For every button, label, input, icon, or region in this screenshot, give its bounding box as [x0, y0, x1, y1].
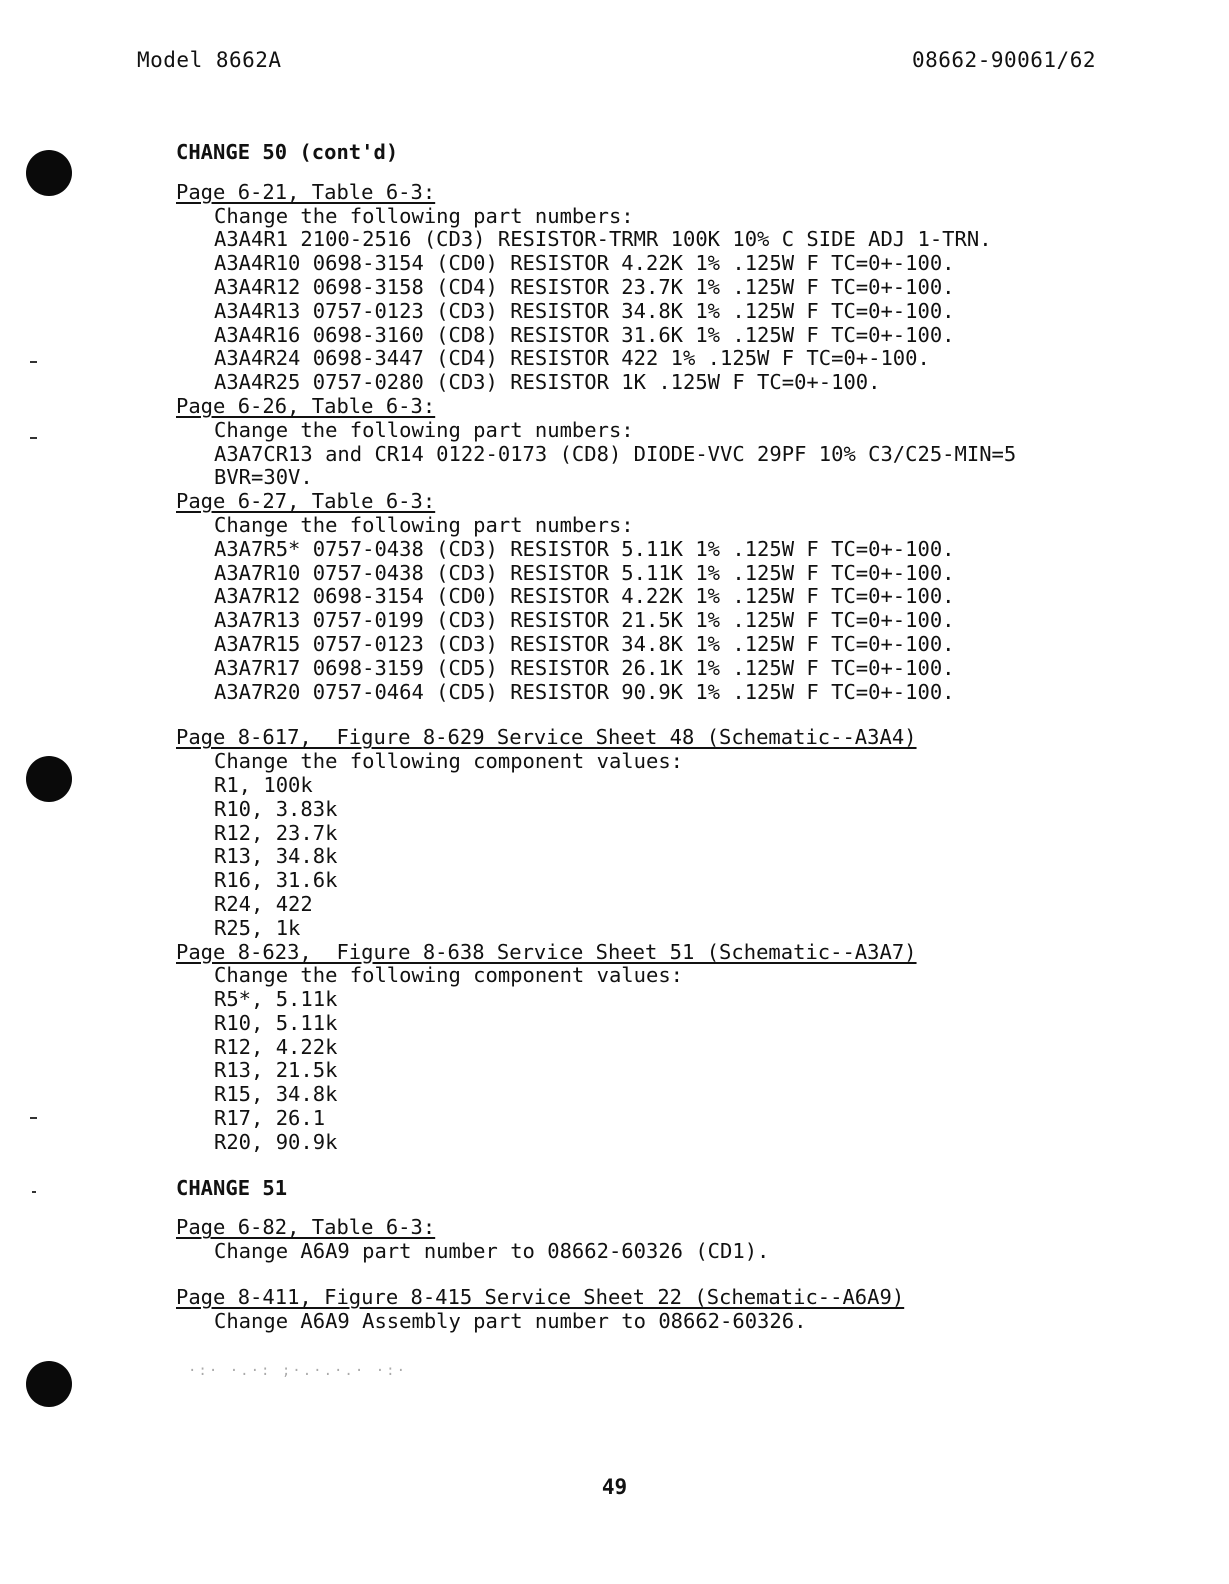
section-line: A3A4R10 0698-3154 (CD0) RESISTOR 4.22K 1% .125W F TC=0+-100. [214, 251, 955, 276]
section-line: Change the following part numbers: [214, 203, 634, 228]
model-label: Model 8662A [137, 48, 282, 72]
section-line: BVR=30V. [214, 465, 313, 490]
section-line: Change the following part numbers: [214, 417, 634, 442]
section-line: R13, 34.8k [214, 844, 338, 869]
document-number: 08662-90061/62 [911, 48, 1096, 72]
scan-smudge: ·:· ·.·: ;·.·.·.· ·:· [188, 1363, 408, 1379]
section-line: R24, 422 [214, 891, 313, 916]
section-ref: Page 6-21, Table 6-3: [176, 179, 436, 204]
section-ref: Page 8-411, Figure 8-415 Service Sheet 22 (Schematic--A6A9) [176, 1285, 905, 1310]
margin-mark [30, 361, 37, 363]
section-line: A3A7R10 0757-0438 (CD3) RESISTOR 5.11K 1% .125W F TC=0+-100. [214, 560, 955, 585]
section-line: A3A4R12 0698-3158 (CD4) RESISTOR 23.7K 1% .125W F TC=0+-100. [214, 274, 955, 299]
section-line: R13, 21.5k [214, 1058, 338, 1083]
change-51-heading: CHANGE 51 [176, 1175, 288, 1200]
section-line: A3A7R5* 0757-0438 (CD3) RESISTOR 5.11K 1% .125W F TC=0+-100. [214, 536, 955, 561]
margin-mark [30, 437, 37, 439]
section-line: R12, 23.7k [214, 820, 338, 845]
section-line: A3A7R17 0698-3159 (CD5) RESISTOR 26.1K 1% .125W F TC=0+-100. [214, 655, 955, 680]
section-line: R17, 26.1 [214, 1106, 326, 1131]
page-number: 49 [601, 1475, 628, 1499]
section-line: A3A7CR13 and CR14 0122-0173 (CD8) DIODE-VVC 29PF 10% C3/C25-MIN=5 [214, 441, 1017, 466]
section-ref: Page 6-27, Table 6-3: [176, 489, 436, 514]
margin-mark [32, 1191, 36, 1193]
section-ref: Page 6-26, Table 6-3: [176, 393, 436, 418]
binder-hole-middle [26, 756, 72, 802]
section-line: Change the following component values: [214, 749, 683, 774]
binder-hole-bottom [26, 1361, 72, 1407]
section-ref: Page 6-82, Table 6-3: [176, 1215, 436, 1240]
section-line: A3A4R24 0698-3447 (CD4) RESISTOR 422 1% .125W F TC=0+-100. [214, 346, 930, 371]
section-line: A3A7R12 0698-3154 (CD0) RESISTOR 4.22K 1% .125W F TC=0+-100. [214, 584, 955, 609]
section-line: A3A4R25 0757-0280 (CD3) RESISTOR 1K .125W F TC=0+-100. [214, 370, 881, 395]
section-line: R16, 31.6k [214, 868, 338, 893]
section-line: Change A6A9 part number to 08662-60326 (CD1). [214, 1239, 770, 1264]
binder-hole-top [26, 150, 72, 196]
section-line: R20, 90.9k [214, 1129, 338, 1154]
section-line: R1, 100k [214, 772, 313, 797]
change-50-heading: CHANGE 50 (cont'd) [176, 140, 399, 164]
section-line: A3A7R20 0757-0464 (CD5) RESISTOR 90.9K 1% .125W F TC=0+-100. [214, 679, 955, 704]
section-line: R10, 3.83k [214, 796, 338, 821]
section-ref: Page 8-623, Figure 8-638 Service Sheet 51 (Schematic--A3A7) [176, 939, 917, 964]
section-line: R10, 5.11k [214, 1010, 338, 1035]
section-line: A3A4R13 0757-0123 (CD3) RESISTOR 34.8K 1% .125W F TC=0+-100. [214, 298, 955, 323]
page-body [176, 141, 1196, 1334]
section-line: A3A7R15 0757-0123 (CD3) RESISTOR 34.8K 1% .125W F TC=0+-100. [214, 631, 955, 656]
section-line: Change the following component values: [214, 963, 683, 988]
section-line: A3A7R13 0757-0199 (CD3) RESISTOR 21.5K 1% .125W F TC=0+-100. [214, 608, 955, 633]
section-line: A3A4R16 0698-3160 (CD8) RESISTOR 31.6K 1% .125W F TC=0+-100. [214, 322, 955, 347]
section-ref: Page 8-617, Figure 8-629 Service Sheet 48 (Schematic--A3A4) [176, 725, 917, 750]
section-line: A3A4R1 2100-2516 (CD3) RESISTOR-TRMR 100K 10% C SIDE ADJ 1-TRN. [214, 227, 992, 252]
section-line: Change the following part numbers: [214, 512, 634, 537]
section-line: R15, 34.8k [214, 1082, 338, 1107]
margin-mark [30, 1117, 37, 1119]
section-line: R5*, 5.11k [214, 987, 338, 1012]
section-line: R25, 1k [214, 915, 301, 940]
section-line: Change A6A9 Assembly part number to 08662-60326. [214, 1308, 807, 1333]
section-line: R12, 4.22k [214, 1034, 338, 1059]
